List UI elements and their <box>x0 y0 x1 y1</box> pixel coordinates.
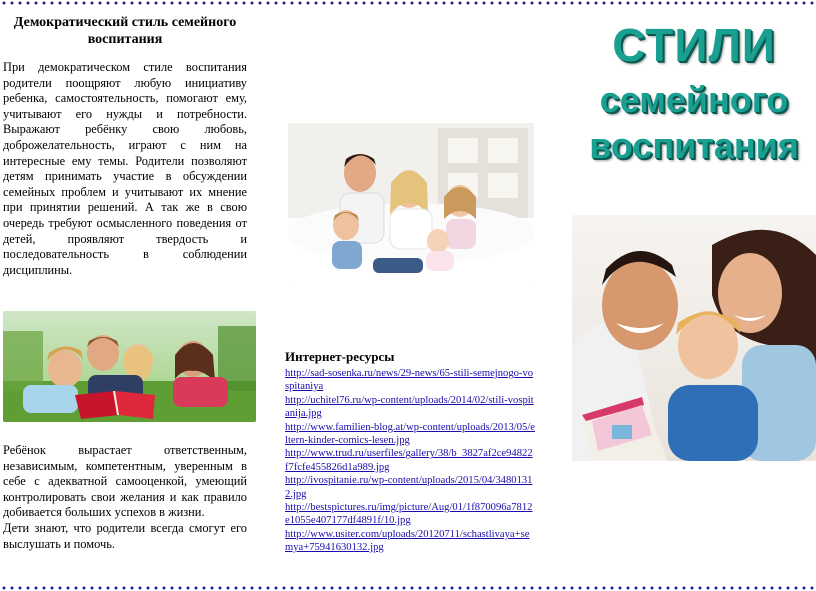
family-reading-cover-photo <box>572 215 816 461</box>
resource-link[interactable]: http://bestspictures.ru/img/picture/Aug/01/1f870096a7812e1055e407177df4891f/10.jpg <box>285 502 533 527</box>
top-dotted-border <box>0 0 816 6</box>
left-column <box>3 14 247 278</box>
section-title: Демократический стиль семейного воспитания <box>13 15 237 47</box>
cover-title-line1: СТИЛИ <box>612 19 776 71</box>
cover-title-line3: воспитания <box>589 125 799 166</box>
resource-link[interactable]: http://sad-sosenka.ru/news/29-news/65-stili-semejnogo-vospitaniya <box>285 368 534 393</box>
resource-link[interactable]: http://uchitel76.ru/wp-content/uploads/2014/02/stili-vospitanija.jpg <box>285 394 534 420</box>
resource-link[interactable]: http://www.usiter.com/uploads/20120711/schastlivaya+semya+75941630132.jpg <box>285 528 530 554</box>
resource-link[interactable]: http://www.trud.ru/userfiles/gallery/38/b_3827af2ce94822f7fcfe455826d1a989.jpg <box>285 448 533 473</box>
resources-list <box>285 367 535 555</box>
resources-title: Интернет-ресурсы <box>285 349 395 364</box>
internet-resources <box>285 349 535 555</box>
paragraph-outcome-block <box>3 443 247 552</box>
cover-title-line2: семейного <box>599 79 789 120</box>
bottom-dotted-border <box>0 585 816 591</box>
cover-title <box>572 19 816 166</box>
resource-link[interactable]: http://ivospitanie.ru/wp-content/uploads/2015/04/34801312.jpg <box>285 475 533 500</box>
paragraph-child-outcome: Ребёнок вырастает ответственным, независимым, компетентным, уверенным в себе с адекватной самооценкой, умеющий контролировать свои желания и как правило добивается больших успехов в жизни. <box>3 443 247 520</box>
resource-link[interactable]: http://www.familien-blog.at/wp-content/uploads/2013/05/eltern-kinder-comics-lesen.jpg <box>285 421 535 447</box>
paragraph-parents-listen: Дети знают, что родители всегда смогут его выслушать и помочь. <box>3 520 247 551</box>
family-reading-outdoors-photo <box>3 311 256 422</box>
family-on-sofa-photo <box>288 123 534 288</box>
paragraph-democratic-style: При демократическом стиле воспитания родители поощряют любую инициативу ребенка, самостоятельность, помогают ему, учитывают его нужды и потребности. Выражают ребёнку свою любовь, доброжелательность, играют с ним на интересные ему темы. Родители позволяют детям принимать участие в обсуждении семейных проблем и учитывают их мнение при принятии решений. А так же в свою очередь требуют осмысленного поведения от детей, проявляют твердость и последовательность в соблюдении дисциплины. <box>3 60 247 277</box>
